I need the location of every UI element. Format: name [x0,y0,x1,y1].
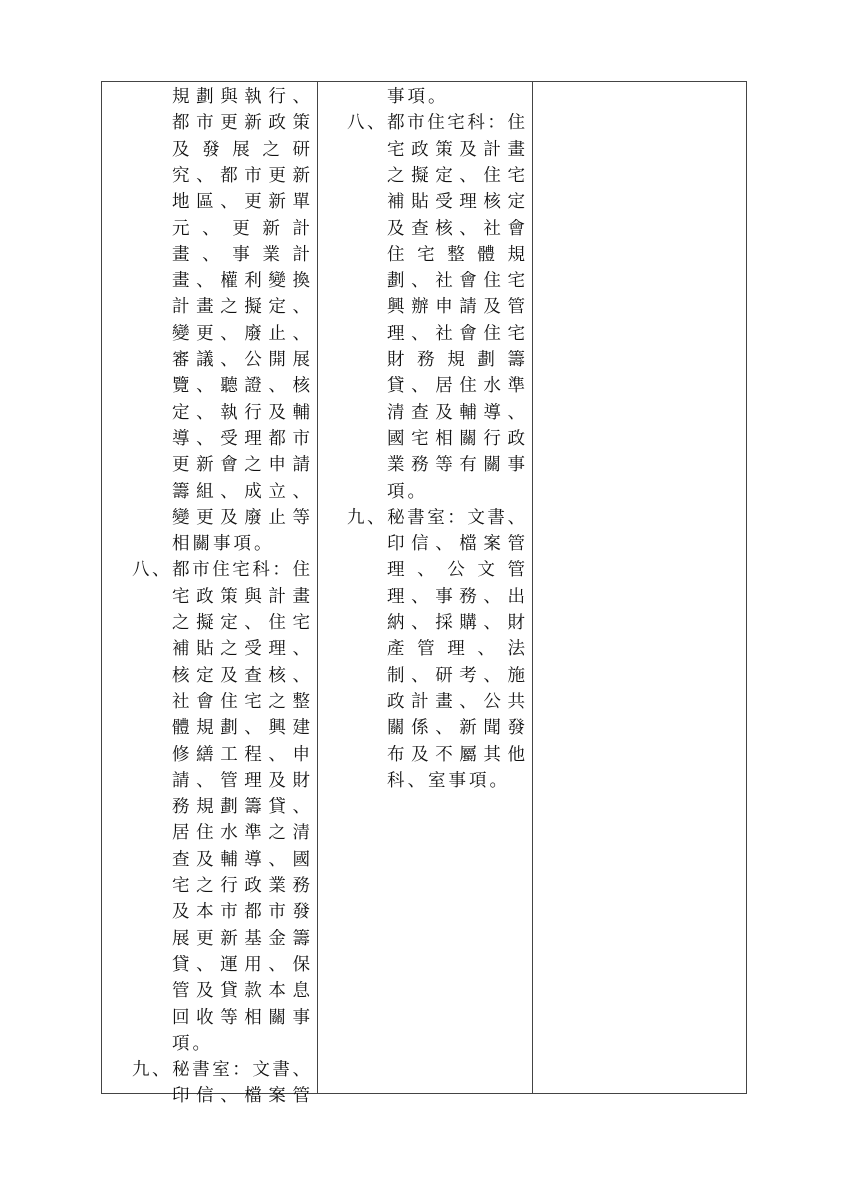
text-line: 及查核、社會 [387,218,525,239]
text-line: 產管理、法 [387,639,525,660]
text-line: 規劃與執行、 [172,87,310,107]
text-line: 關係、新聞發 [387,718,525,739]
text-line: 及本市都市發 [172,902,310,923]
text-line: 印信、檔案管 [172,1086,310,1107]
text-line: 政計畫、公共 [387,691,525,712]
text-line: 元、更新計 [172,218,310,239]
text-line: 導、受理都市 [172,428,310,449]
text-line: 布及不屬其他 [387,744,525,765]
text-line: 務規劃籌貸、 [172,797,310,818]
text-line: 請、管理及財 [172,770,310,791]
text-line: 國宅相關行政 [387,428,525,449]
text-line: 理、事務、出 [387,586,525,607]
text-line: 貸、居住水準 [387,376,525,397]
text-line: 畫、權利變換 [172,271,310,292]
text-line: 補貼之受理、 [172,639,310,660]
text-line: 體規劃、興建 [172,718,310,739]
text-line: 印信、檔案管 [387,534,525,555]
text-line: 八、都市住宅科：住 [347,113,525,134]
text-line: 究、都市更新 [172,165,310,186]
text-line: 回收等相關事 [172,1007,310,1028]
text-line: 變更、廢止、 [172,323,310,344]
column-divider [317,82,318,1093]
text-line: 籌組、成立、 [172,481,310,502]
text-line: 之擬定、住宅 [387,165,525,186]
text-line: 社會住宅之整 [172,691,310,712]
text-line: 納、採購、財 [387,613,525,633]
text-line: 住宅整體規 [387,244,525,265]
column-divider [532,82,533,1093]
text-line: 理、社會住宅 [387,323,525,344]
text-line: 科、室事項。 [387,770,510,791]
text-line: 更新會之申請 [172,455,310,476]
text-line: 劃、社會住宅 [387,271,525,292]
text-line: 定、執行及輔 [172,402,310,423]
text-line: 理、公文管 [387,560,525,581]
text-line: 及發展之研 [172,139,310,160]
text-line: 八、都市住宅科：住 [132,560,310,581]
text-line: 財務規劃籌 [387,350,525,370]
text-line: 九、秘書室：文書、 [132,1060,310,1081]
text-line: 都市更新政策 [172,113,310,134]
text-line: 項。 [387,481,428,502]
text-line: 宅之行政業務 [172,876,310,896]
text-line: 項。 [172,1033,213,1054]
text-line: 制、研考、施 [387,665,525,686]
comparison-table [101,81,747,1107]
text-line: 九、秘書室：文書、 [347,507,525,528]
text-line: 計畫之擬定、 [172,297,310,318]
text-line: 之擬定、住宅 [172,613,310,633]
text-line: 地區、更新單 [172,192,310,213]
text-line: 宅政策與計畫 [172,586,310,607]
text-line: 審議、公開展 [172,350,310,370]
text-line: 補貼受理核定 [387,192,525,213]
text-line: 業務等有關事 [387,455,525,476]
text-line: 畫、事業計 [172,244,310,265]
text-line: 管及貸款本息 [172,981,310,1002]
text-line: 變更及廢止等 [172,507,310,528]
text-line: 展更新基金籌 [172,928,310,949]
text-line: 修繕工程、申 [172,744,310,765]
text-line: 清查及輔導、 [387,402,525,423]
text-line: 核定及查核、 [172,665,310,686]
text-line: 居住水準之清 [172,823,310,844]
text-line: 貸、運用、保 [172,954,310,975]
text-line: 覽、聽證、核 [172,376,310,397]
text-line: 事項。 [387,87,449,107]
text-line: 相關事項。 [172,534,275,555]
text-line: 宅政策及計畫 [387,139,525,160]
text-line: 查及輔導、國 [172,849,310,870]
text-line: 興辦申請及管 [387,297,525,318]
